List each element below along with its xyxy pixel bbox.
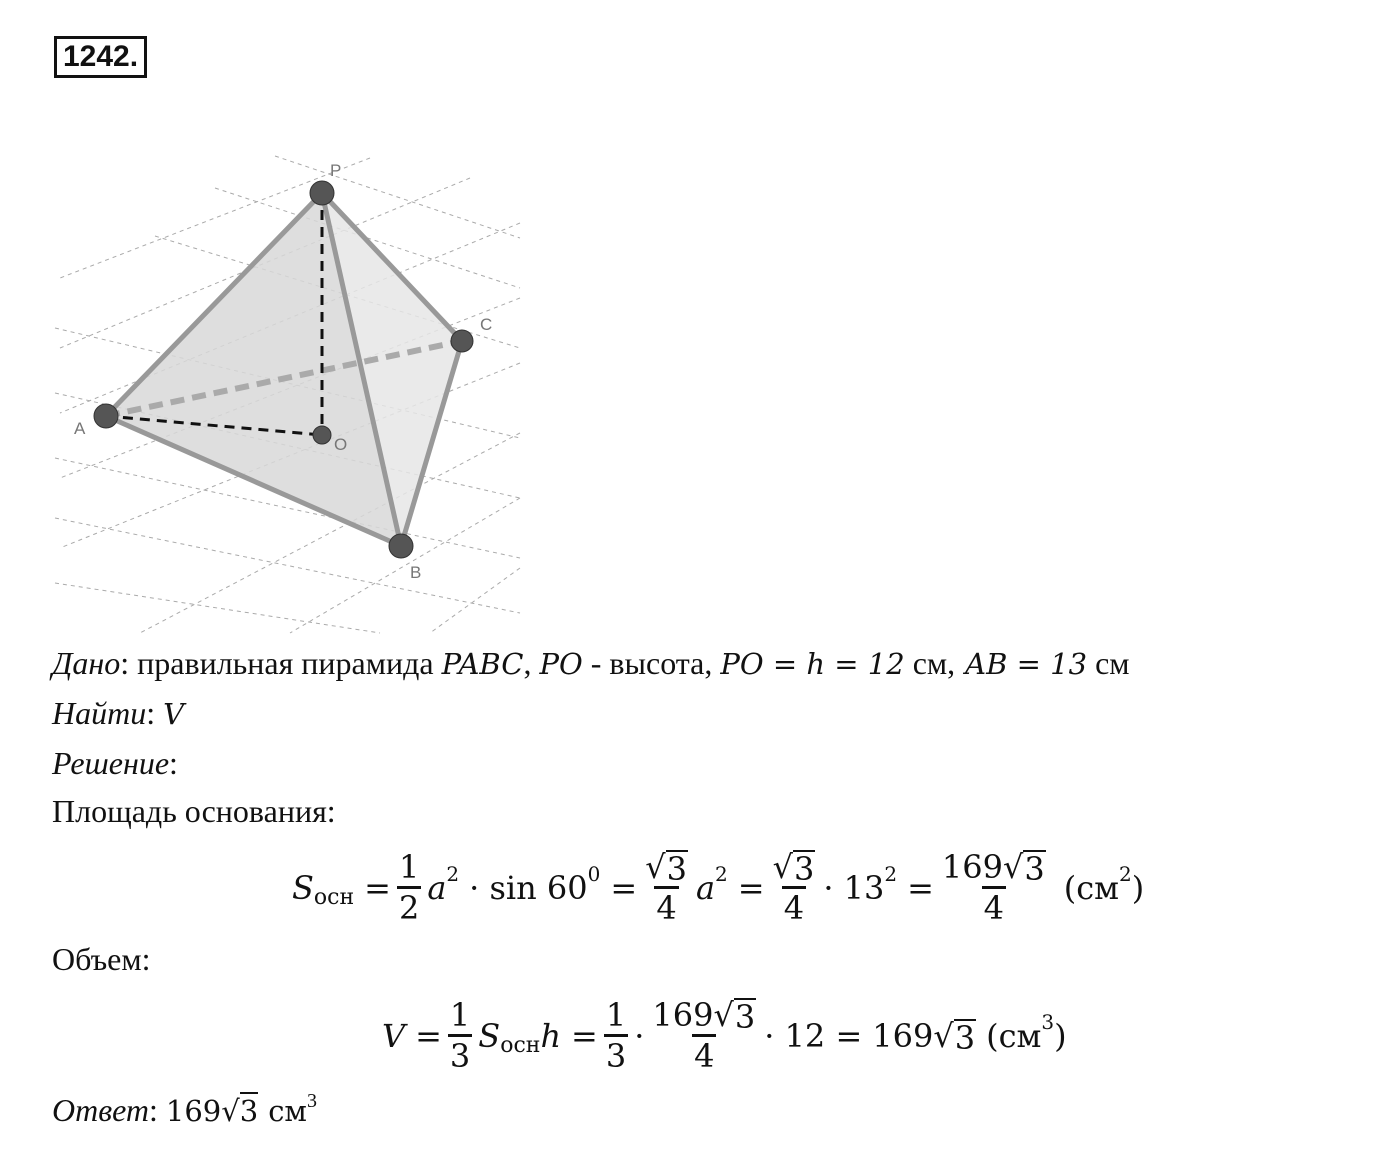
label-a: A — [74, 419, 86, 438]
volume-label: Объем: — [52, 941, 151, 977]
find-line: Найти: V — [52, 695, 185, 731]
label-o: O — [334, 435, 348, 454]
label-b: B — [410, 563, 422, 582]
solution-label: Решение — [52, 745, 170, 781]
base-area-label: Площадь основания: — [52, 793, 336, 829]
label-c: C — [480, 315, 493, 334]
pyramid-figure — [50, 148, 530, 638]
answer-label: Ответ — [52, 1092, 149, 1128]
volume-formula: V = $\frac{1}{3}$ S осн h = $\frac{1}{3}$ · 169 √ 3 4 · 12 = 169 √ 3 (см 3 ) — [382, 996, 1067, 1075]
given-label: Дано — [52, 645, 121, 681]
problem-number: 1242. — [54, 36, 147, 78]
solution-line: Решение: — [52, 745, 178, 781]
answer-line: Ответ: 169√3 $см^3$ — [52, 1090, 317, 1128]
given-line: Дано: правильная пирамида PABC, PO - высота, PO = h = 12 см, AB = 13 см — [52, 645, 1130, 681]
base-area-formula: S осн = $\frac{1}{2}$ a 2 · sin 60 0 = √ 3 4 a 2 = √ 3 4 · 13 2 = 169 √ 3 4 (см 2 ) — [292, 848, 1145, 927]
label-p: P — [330, 161, 342, 180]
find-label: Найти — [52, 695, 147, 731]
